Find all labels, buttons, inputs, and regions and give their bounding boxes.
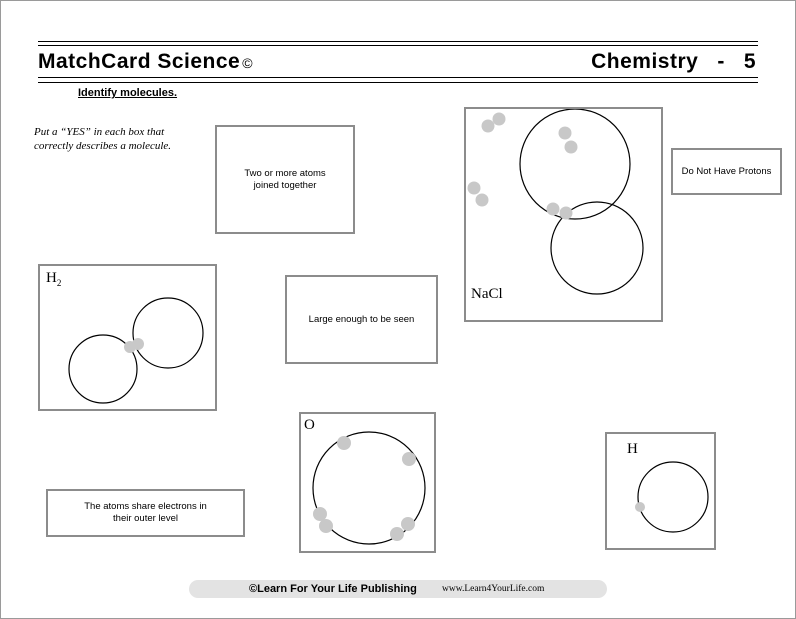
electron-dot [390, 527, 404, 541]
card-large-enough[interactable] [285, 275, 438, 364]
electron-dot [559, 127, 572, 140]
card-large-enough-text: Large enough to be seen [308, 313, 415, 325]
electron-dot [547, 203, 560, 216]
card-hydrogen-diagram[interactable] [605, 432, 716, 550]
footer-url[interactable]: www.Learn4YourLife.com [442, 584, 545, 594]
electron-dot [468, 182, 481, 195]
subject-title: Chemistry - 5 [591, 50, 756, 73]
electron-dot [493, 113, 506, 126]
card-two-atoms[interactable] [215, 125, 355, 234]
hydrogen-diagram [607, 434, 718, 552]
footer-publisher: ©Learn For Your Life Publishing [249, 583, 417, 595]
electron-dot [313, 507, 327, 521]
electron-dot [401, 517, 415, 531]
copyright-mark: © [242, 55, 254, 71]
card-share-electrons-text: The atoms share electrons in their outer level [84, 501, 207, 524]
h2-subscript: 2 [56, 278, 62, 288]
electron-dot [337, 436, 351, 450]
electron-dot [482, 120, 495, 133]
card-no-protons[interactable] [671, 148, 782, 195]
header-rule-top [38, 41, 758, 42]
electron-dot [565, 141, 578, 154]
card-nacl-diagram[interactable] [464, 107, 663, 322]
nacl-label: NaCl [471, 286, 503, 302]
card-h2-diagram[interactable] [38, 264, 217, 411]
electron-dot [635, 502, 645, 512]
card-share-electrons[interactable] [46, 489, 245, 537]
header-rule-bottom [38, 77, 758, 78]
oxygen-label: O [304, 417, 315, 433]
h2-label-text: H [46, 270, 57, 286]
oxygen-diagram [301, 414, 438, 555]
brand-text: MatchCard Science [38, 50, 241, 73]
footer-bar [189, 580, 607, 598]
h2-diagram [40, 266, 219, 413]
electron-dot [476, 194, 489, 207]
hydrogen-label: H [627, 441, 638, 457]
electron-dot [402, 452, 416, 466]
direction-text: Put a “YES” in each box that correctly describes a molecule. [34, 126, 172, 152]
electron-dot [132, 338, 144, 350]
brand-title [38, 50, 253, 74]
card-no-protons-text: Do Not Have Protons [681, 165, 772, 177]
card-oxygen-diagram[interactable] [299, 412, 436, 553]
h2-label [46, 270, 61, 288]
card-two-atoms-text: Two or more atoms joined together [244, 167, 326, 191]
instruction-heading: Identify molecules. [78, 87, 178, 99]
electron-dot [560, 207, 573, 220]
header-rule-top-inner [38, 45, 758, 46]
electron-dot [319, 519, 333, 533]
header-rule-bottom-inner [38, 82, 758, 83]
